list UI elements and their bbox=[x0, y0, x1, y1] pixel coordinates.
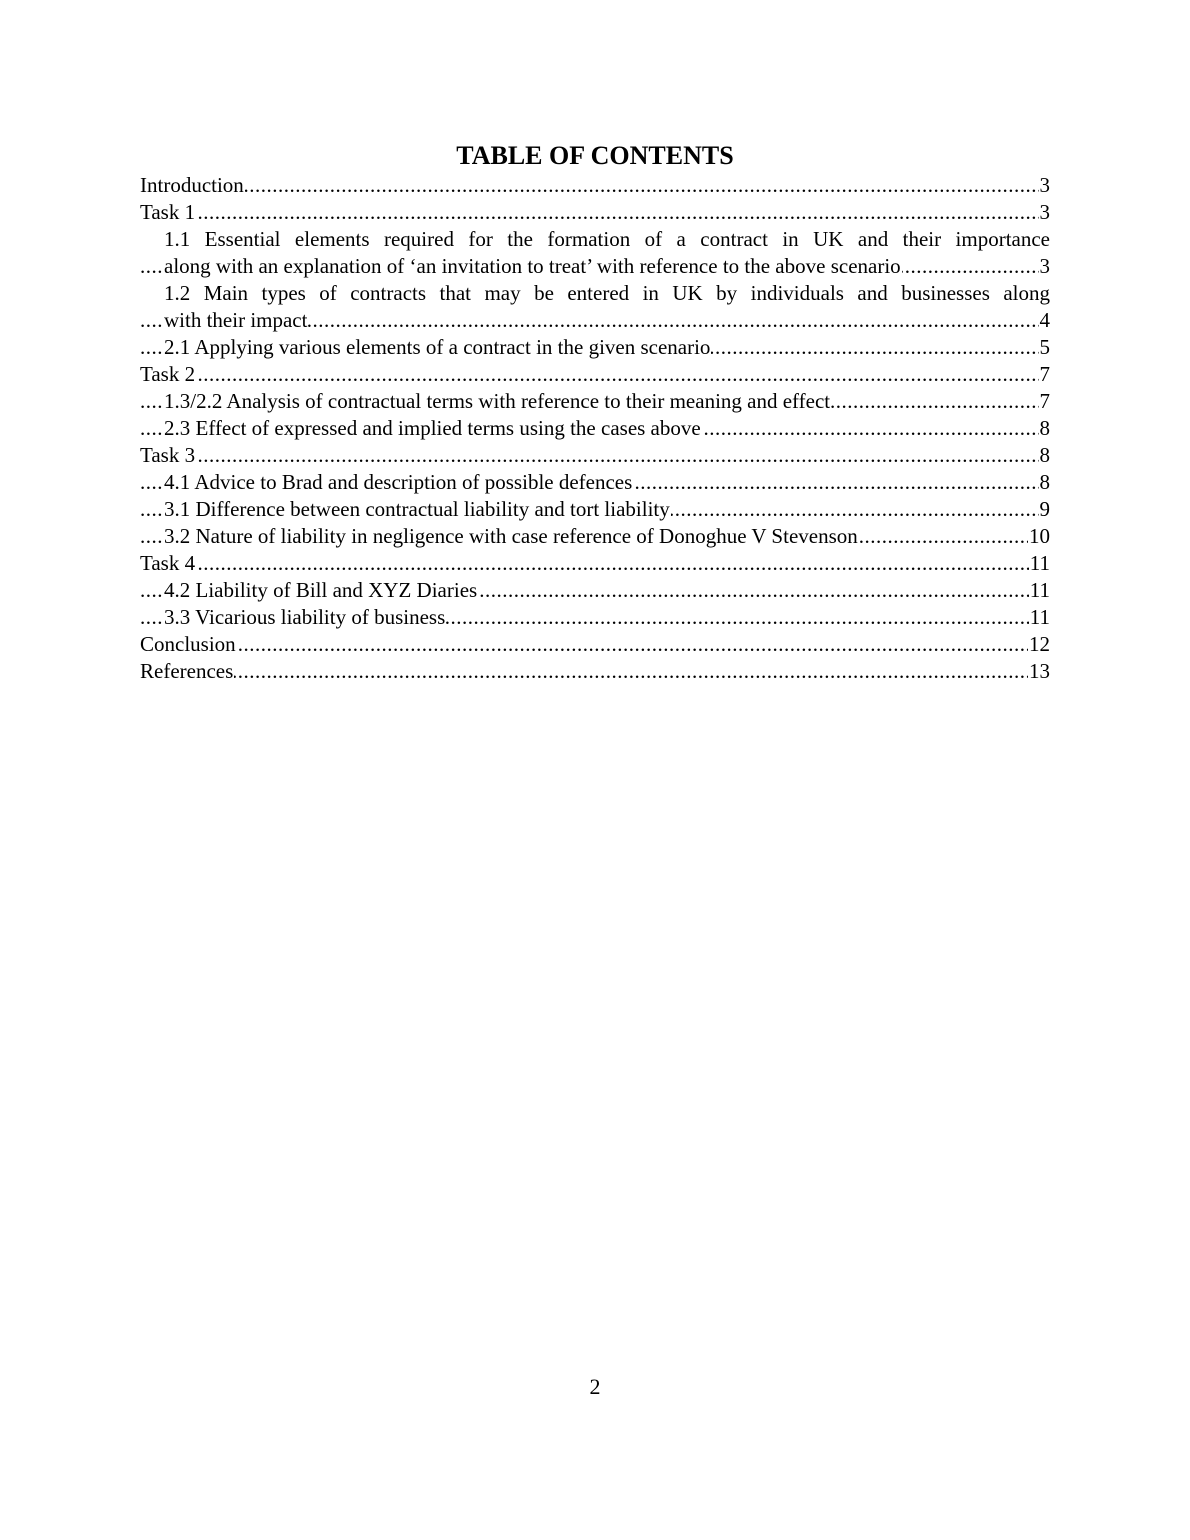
toc-entry-text: 2.1 Applying various elements of a contract in the given scenario bbox=[164, 335, 711, 359]
toc-list bbox=[140, 172, 1050, 685]
toc-entry-1-2[interactable] bbox=[140, 280, 1050, 334]
toc-entry-text: Conclusion bbox=[140, 632, 236, 656]
dot-leader bbox=[140, 361, 1050, 388]
toc-entry-task-1[interactable] bbox=[140, 199, 1050, 226]
toc-entry-conclusion[interactable] bbox=[140, 631, 1050, 658]
toc-entry-text: 4.2 Liability of Bill and XYZ Diaries bbox=[164, 578, 478, 602]
toc-entry-text-line2: along with an explanation of ‘an invitation to treat’ with reference to the above scenario bbox=[164, 254, 901, 278]
toc-entry-page: 3 bbox=[1039, 173, 1050, 197]
dot-leader bbox=[140, 658, 1050, 685]
toc-entry-page: 10 bbox=[1029, 524, 1050, 548]
toc-entry-2-3[interactable] bbox=[140, 415, 1050, 442]
toc-entry-page: 11 bbox=[1029, 605, 1050, 629]
toc-entry-page: 3 bbox=[1039, 254, 1050, 278]
toc-entry-page: 8 bbox=[1039, 470, 1050, 494]
dot-leader bbox=[140, 550, 1050, 577]
toc-entry-page: 7 bbox=[1039, 389, 1050, 413]
toc-entry-page: 3 bbox=[1039, 200, 1050, 224]
toc-entry-page: 8 bbox=[1039, 416, 1050, 440]
toc-entry-text: Task 2 bbox=[140, 362, 196, 386]
toc-entry-page: 13 bbox=[1029, 659, 1050, 683]
toc-entry-1-3-2-2[interactable] bbox=[140, 388, 1050, 415]
dot-leader bbox=[140, 442, 1050, 469]
toc-entry-introduction[interactable] bbox=[140, 172, 1050, 199]
toc-entry-text: 3.2 Nature of liability in negligence with case reference of Donoghue V Stevenson bbox=[164, 524, 858, 548]
dot-leader bbox=[140, 172, 1050, 199]
toc-entry-4-1[interactable] bbox=[140, 469, 1050, 496]
toc-entry-page: 11 bbox=[1029, 578, 1050, 602]
toc-entry-text: References bbox=[140, 659, 234, 683]
toc-entry-references[interactable] bbox=[140, 658, 1050, 685]
toc-entry-3-3[interactable] bbox=[140, 604, 1050, 631]
page-number: 2 bbox=[589, 1374, 601, 1399]
toc-entry-page: 8 bbox=[1039, 443, 1050, 467]
toc-entry-task-4[interactable] bbox=[140, 550, 1050, 577]
toc-entry-page: 4 bbox=[1039, 308, 1050, 332]
toc-entry-page: 11 bbox=[1029, 551, 1050, 575]
toc-entry-2-1[interactable] bbox=[140, 334, 1050, 361]
toc-entry-text: Task 3 bbox=[140, 443, 196, 467]
toc-entry-text-line1: 1.2 Main types of contracts that may be entered in UK by individuals and businesses along bbox=[164, 281, 1050, 305]
toc-entry-page: 5 bbox=[1039, 335, 1050, 359]
toc-entry-page: 9 bbox=[1039, 497, 1050, 521]
toc-title: TABLE OF CONTENTS bbox=[456, 141, 734, 170]
toc-entry-3-1[interactable] bbox=[140, 496, 1050, 523]
toc-entry-page: 12 bbox=[1029, 632, 1050, 656]
toc-entry-task-3[interactable] bbox=[140, 442, 1050, 469]
toc-entry-text-line1: 1.1 Essential elements required for the formation of a contract in UK and their importance bbox=[164, 227, 1050, 251]
toc-entry-text: 2.3 Effect of expressed and implied terms using the cases above bbox=[164, 416, 701, 440]
dot-leader bbox=[140, 631, 1050, 658]
toc-entry-text: Task 1 bbox=[140, 200, 196, 224]
toc-entry-text: 4.1 Advice to Brad and description of possible defences bbox=[164, 470, 633, 494]
toc-entry-text: 3.3 Vicarious liability of business bbox=[164, 605, 446, 629]
toc-entry-text: 1.3/2.2 Analysis of contractual terms with reference to their meaning and effect bbox=[164, 389, 831, 413]
toc-entry-page: 7 bbox=[1039, 362, 1050, 386]
toc-entry-3-2[interactable] bbox=[140, 523, 1050, 550]
toc-entry-text: Task 4 bbox=[140, 551, 196, 575]
toc-entry-text: Introduction bbox=[140, 173, 244, 197]
toc-entry-text-line2: with their impact bbox=[164, 308, 308, 332]
toc-entry-1-1[interactable] bbox=[140, 226, 1050, 280]
toc-entry-task-2[interactable] bbox=[140, 361, 1050, 388]
toc-entry-text: 3.1 Difference between contractual liability and tort liability bbox=[164, 497, 670, 521]
toc-entry-4-2[interactable] bbox=[140, 577, 1050, 604]
dot-leader bbox=[140, 199, 1050, 226]
